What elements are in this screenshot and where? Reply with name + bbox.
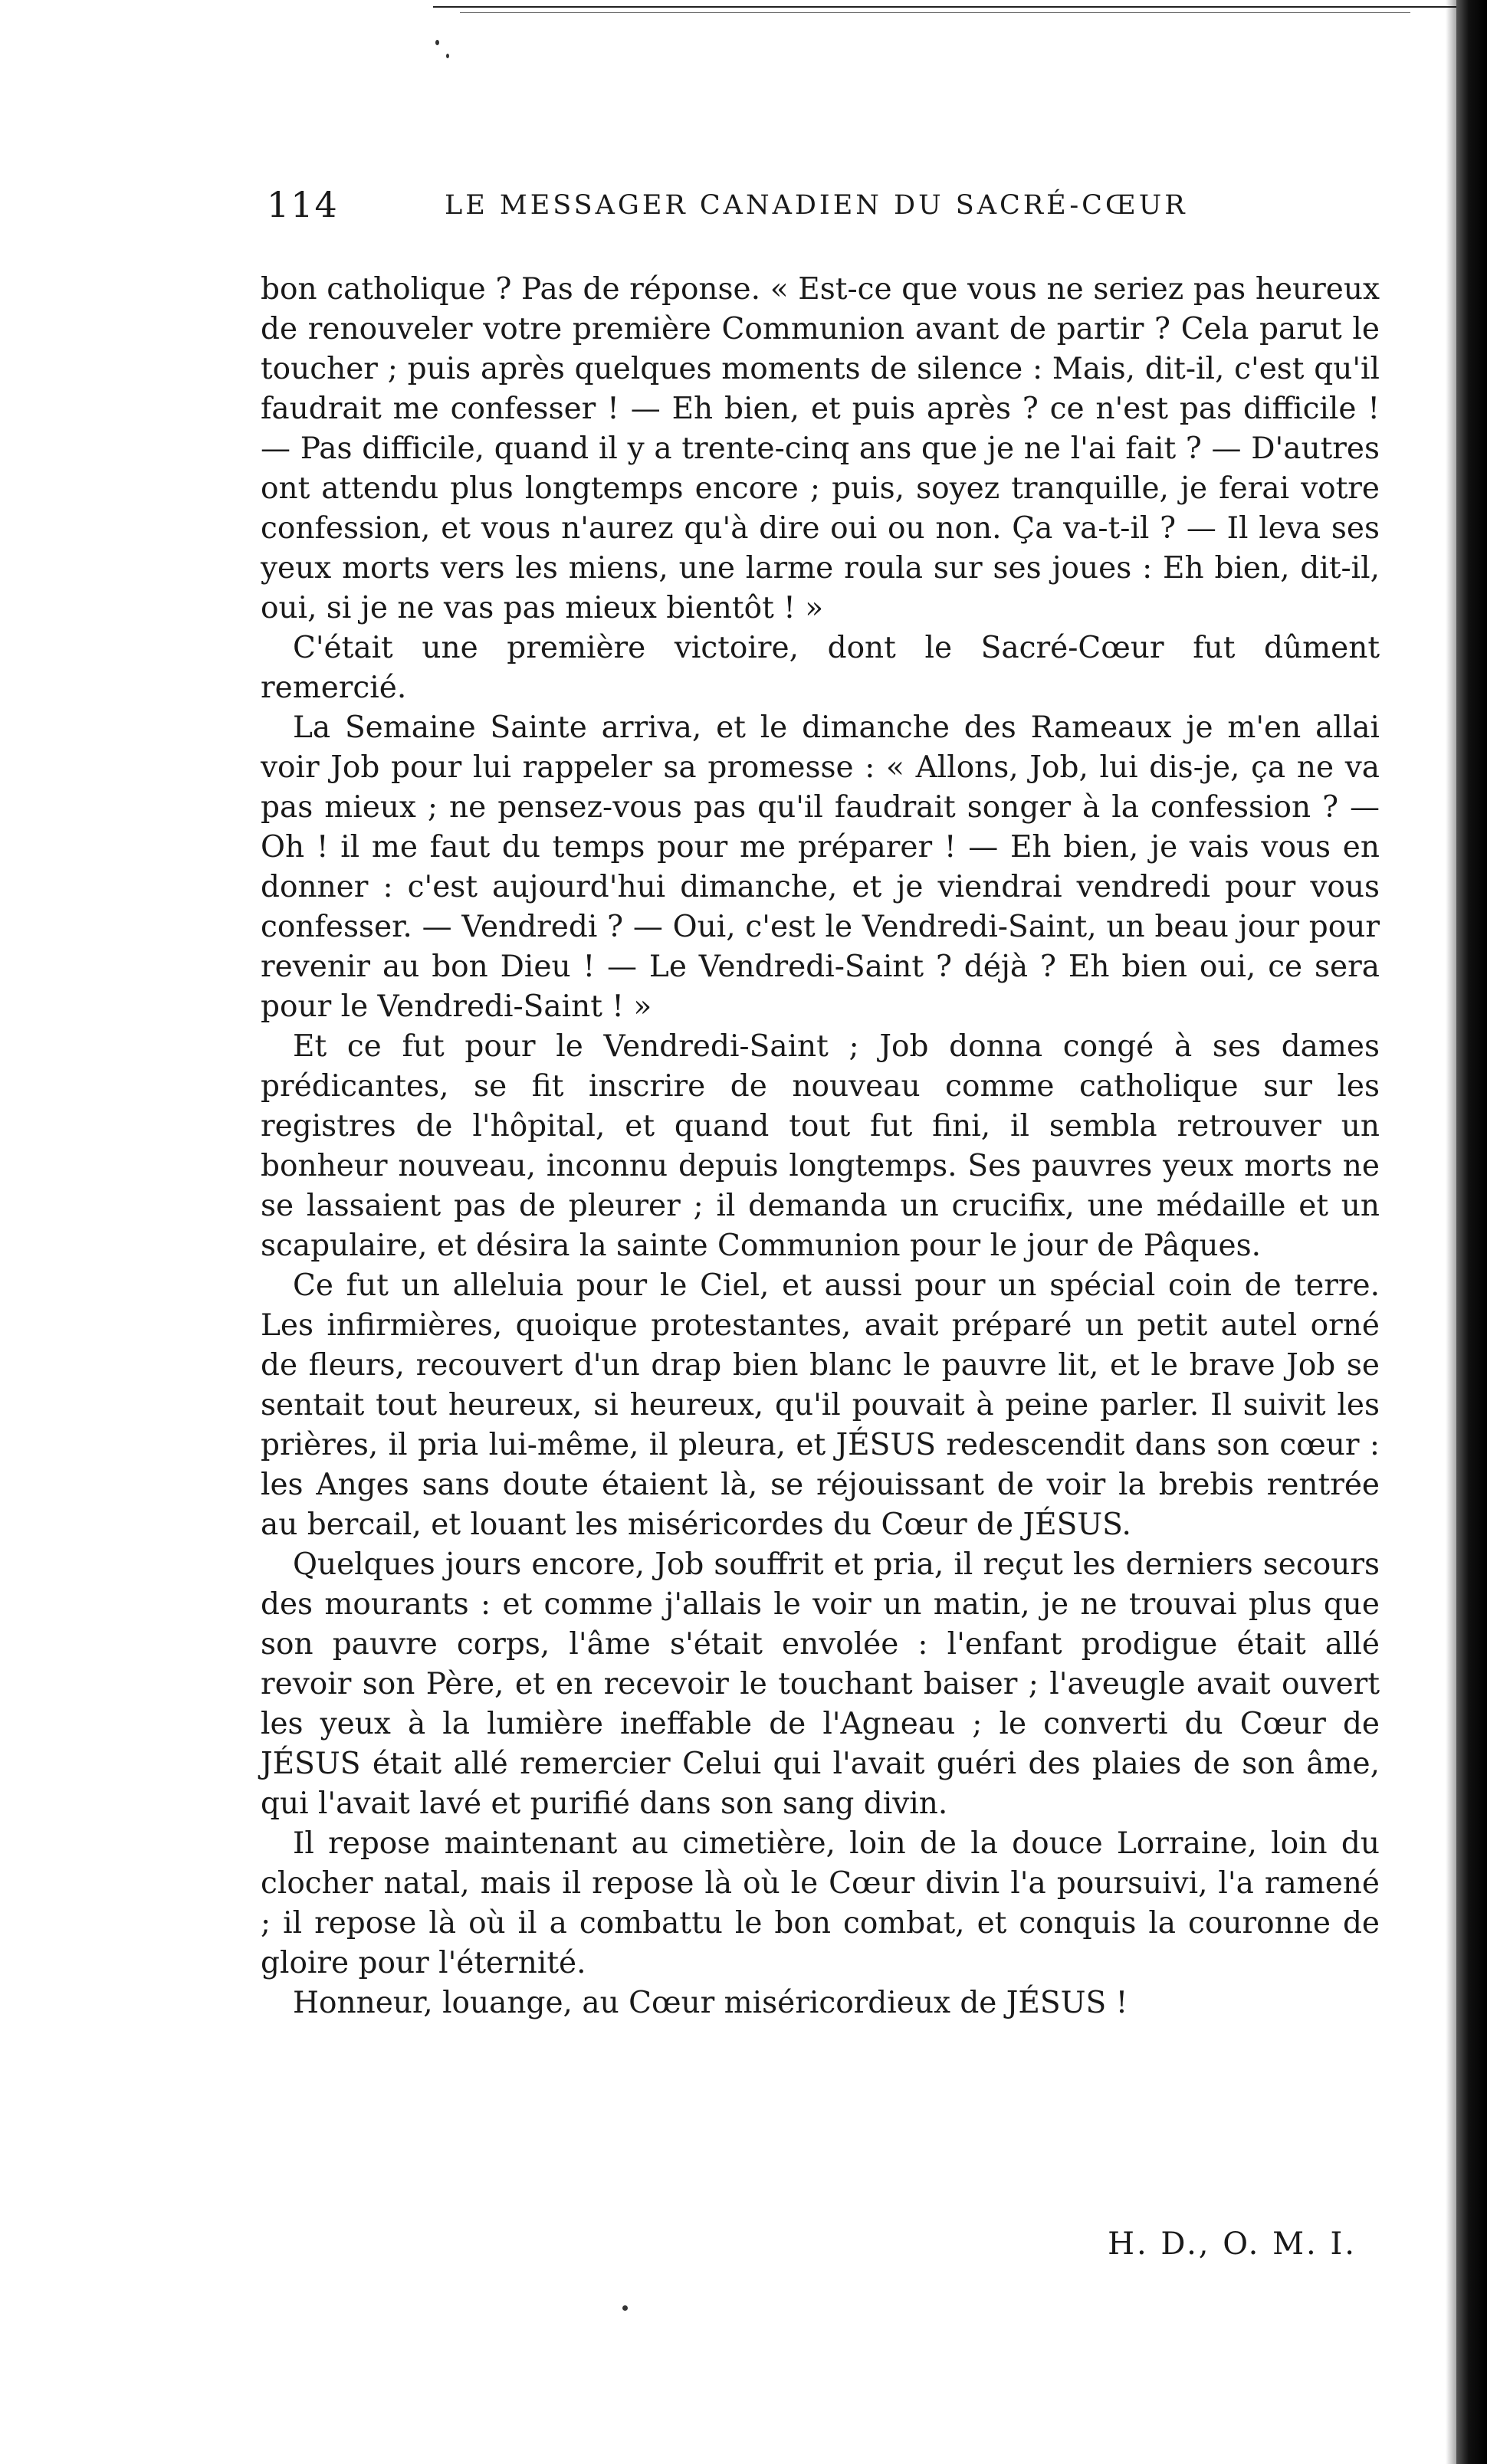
ink-speck	[446, 54, 449, 58]
paragraph: bon catholique ? Pas de réponse. « Est-ce que vous ne seriez pas heureux de renouveler votre première Communion avant de partir ? Cela parut le toucher ; puis après quelques moments de silence : Mais, dit-il, c'est qu'il faudrait me confesser ! — Eh bien, et puis après ? ce n'est pas difficile ! — Pas difficile, quand il y a trente-cinq ans que je ne l'ai fait ? — D'autres ont attendu plus longtemps encore ; puis, soyez tranquille, je ferai votre confession, et vous n'aurez qu'à dire oui ou non. Ça va-t-il ? — Il leva ses yeux morts vers les miens, une larme roula sur ses joues : Eh bien, dit-il, oui, si je ne vas pas mieux bientôt ! »	[261, 272, 1380, 625]
article-body	[261, 270, 1380, 2023]
author-signature: H. D., O. M. I.	[1108, 2226, 1357, 2262]
paragraph: Et ce fut pour le Vendredi-Saint ; Job donna congé à ses dames prédicantes, se fit inscrire de nouveau comme catholique sur les registres de l'hôpital, et quand tout fut fini, il sembla retrouver un bonheur nouveau, inconnu depuis longtemps. Ses pauvres yeux morts ne se lassaient pas de pleurer ; il demanda un crucifix, une médaille et un scapulaire, et désira la sainte Communion pour le jour de Pâques.	[261, 1029, 1380, 1263]
paragraph: La Semaine Sainte arriva, et le dimanche des Rameaux je m'en allai voir Job pour lui rappeler sa promesse : « Allons, Job, lui dis-je, ça ne va pas mieux ; ne pensez-vous pas qu'il faudrait songer à la confession ? — Oh ! il me faut du temps pour me préparer ! — Eh bien, je vais vous en donner : c'est aujourd'hui dimanche, et je viendrai vendredi pour vous confesser. — Vendredi ? — Oui, c'est le Vendredi-Saint, un beau jour pour revenir au bon Dieu ! — Le Vendredi-Saint ? déjà ? Eh bien oui, ce sera pour le Vendredi-Saint ! »	[261, 710, 1380, 1024]
page-number: 114	[267, 184, 339, 225]
paragraph: Il repose maintenant au cimetière, loin de la douce Lorraine, loin du clocher natal, mais il repose là où le Cœur divin l'a poursuivi, l'a ramené ; il repose là où il a combattu le bon combat, et conquis la couronne de gloire pour l'éternité.	[261, 1826, 1380, 1980]
paragraph: Quelques jours encore, Job souffrit et pria, il reçut les derniers secours des mourants : et comme j'allais le voir un matin, je ne trouvai plus que son pauvre corps, l'âme s'était envolée : l'enfant prodigue était allé revoir son Père, et en recevoir le touchant baiser ; l'aveugle avait ouvert les yeux à la lumière ineffable de l'Agneau ; le converti du Cœur de JÉSUS était allé remercier Celui qui l'avait guéri des plaies de son âme, qui l'avait lavé et purifié dans son sang divin.	[261, 1547, 1380, 1821]
paragraph: Honneur, louange, au Cœur miséricordieux de JÉSUS !	[293, 1986, 1128, 2020]
document-page	[253, 184, 1387, 2262]
ink-speck	[622, 2305, 628, 2311]
page-header	[253, 184, 1387, 245]
paragraph: Ce fut un alleluia pour le Ciel, et aussi pour un spécial coin de terre. Les infirmières, quoique protestantes, avait préparé un petit autel orné de fleurs, recouvert d'un drap bien blanc le pauvre lit, et le brave Job se sentait tout heureux, si heureux, qu'il pouvait à peine parler. Il suivit les prières, il pria lui-même, il pleura, et JÉSUS redescendit dans son cœur : les Anges sans doute étaient là, se réjouissant de voir la brebis rentrée au bercail, et louant les miséricordes du Cœur de JÉSUS.	[261, 1268, 1380, 1542]
running-title: LE MESSAGER CANADIEN DU SACRÉ-CŒUR	[445, 190, 1188, 221]
top-rule-secondary	[460, 12, 1410, 13]
page-binding-shadow	[1456, 0, 1487, 2464]
paragraph: C'était une première victoire, dont le Sacré-Cœur fut dûment remercié.	[261, 631, 1380, 705]
ink-speck	[435, 40, 439, 45]
top-rule	[433, 6, 1460, 8]
